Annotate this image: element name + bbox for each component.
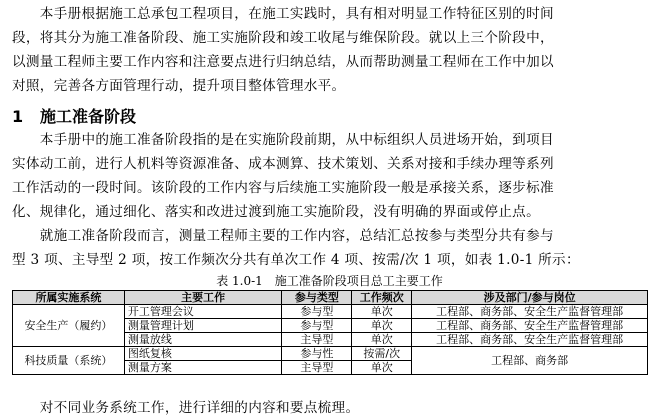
para1-line-1: 本手册中的施工准备阶段指的是在实施阶段前期，从中标组织人员进场开始，到项目 (12, 132, 554, 148)
intro-line-3: 以测量工程师主要工作内容和注意要点进行归纳总结，从而帮助测量工程师在工作中加以 (12, 54, 554, 70)
para2-line-2: 型 3 项、主导型 2 项，按工作频次分共有单次工作 4 项、按需/次 1 项，如表 1.0-1 所示： (12, 252, 580, 268)
department-cell: 工程部、商务部、安全生产监督管理部 (412, 333, 648, 347)
header-work: 主要工作 (124, 291, 282, 305)
table-header-row (13, 291, 648, 305)
table-row (13, 305, 648, 319)
para1-line-2: 实体动工前，进行人机料等资源准备、成本测算、技术策划、关系对接和手续办理等系列 (12, 156, 554, 172)
para1-line-4: 化、规律化，通过细化、落实和改进过渡到施工实施阶段，没有明确的界面或停止点。 (12, 204, 540, 220)
type-cell: 主导型 (282, 361, 352, 375)
type-cell: 参与型 (282, 319, 352, 333)
header-system: 所属实施系统 (13, 291, 125, 305)
type-cell: 参与型 (282, 305, 352, 319)
intro-line-2: 段，将其分为施工准备阶段、施工实施阶段和竣工收尾与维保阶段。就以上三个阶段中， (12, 30, 554, 46)
intro-line-1: 本手册根据施工总承包工程项目，在施工实践时，具有相对明显工作特征区别的时间 (12, 6, 554, 22)
work-table (12, 290, 648, 375)
work-cell: 测量放线 (124, 333, 282, 347)
section-title: 施工准备阶段 (40, 107, 137, 126)
type-cell: 参与性 (282, 347, 352, 361)
frequency-cell: 按需/次 (352, 347, 412, 361)
header-type: 参与类型 (282, 291, 352, 305)
closing-line: 对不同业务系统工作，进行详细的内容和要点梳理。 (12, 400, 360, 416)
frequency-cell: 单次 (352, 319, 412, 333)
para2-line-1: 就施工准备阶段而言，测量工程师主要的工作内容，总结汇总按参与类型分共有参与 (12, 228, 554, 244)
work-cell: 开工管理会议 (124, 305, 282, 319)
section-heading (12, 104, 136, 127)
work-cell: 测量方案 (124, 361, 282, 375)
section-number: 1 (12, 107, 24, 126)
department-cell: 工程部、商务部 (412, 347, 648, 375)
department-cell: 工程部、商务部、安全生产监督管理部 (412, 305, 648, 319)
table-caption: 表 1.0-1 施工准备阶段项目总工主要工作 (216, 274, 443, 288)
header-frequency: 工作频次 (352, 291, 412, 305)
system-cell: 科技质量（系统） (13, 347, 125, 375)
table-row (13, 347, 648, 361)
frequency-cell: 单次 (352, 361, 412, 375)
department-cell: 工程部、商务部、安全生产监督管理部 (412, 319, 648, 333)
work-cell: 测量管理计划 (124, 319, 282, 333)
header-departments: 涉及部门/参与岗位 (412, 291, 648, 305)
work-cell: 图纸复核 (124, 347, 282, 361)
type-cell: 主导型 (282, 333, 352, 347)
frequency-cell: 单次 (352, 333, 412, 347)
frequency-cell: 单次 (352, 305, 412, 319)
intro-line-4: 对照，完善各方面管理行动，提升项目整体管理水平。 (12, 78, 346, 94)
system-cell: 安全生产（履约） (13, 305, 125, 347)
para1-line-3: 工作活动的一段时间。该阶段的工作内容与后续施工实施阶段一般是承接关系，逐步标准 (12, 180, 554, 196)
